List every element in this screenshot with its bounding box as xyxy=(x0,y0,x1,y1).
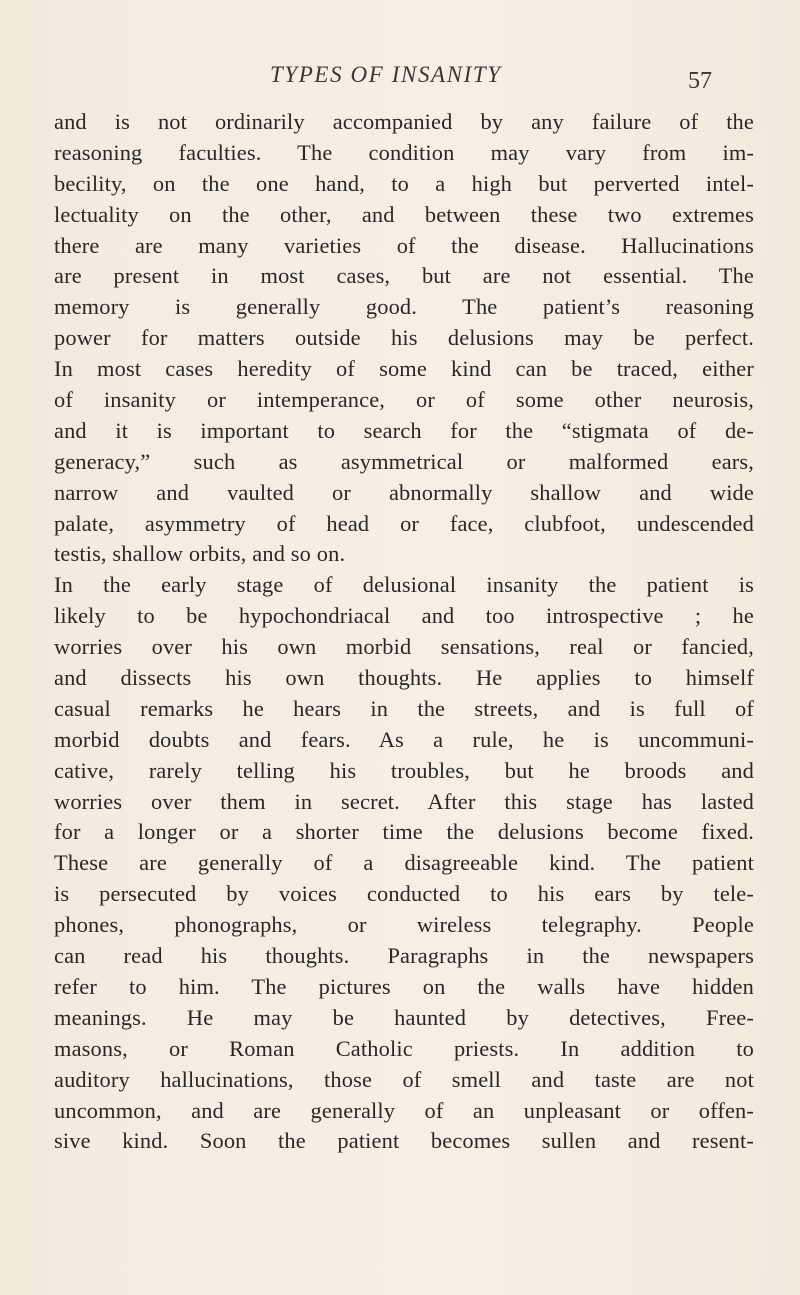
text-line: reasoning faculties. The condition may vary from im- xyxy=(54,139,754,165)
text-line: can read his thoughts. Paragraphs in the newspapers xyxy=(54,943,754,969)
text-line: and is not ordinarily accompanied by any failure of the xyxy=(54,109,754,134)
text-line: cative, rarely telling his troubles, but he broods and xyxy=(54,757,754,783)
text-line: palate, asymmetry of head or face, clubfoot, undescended xyxy=(54,510,754,536)
text-line: generacy,” such as asymmetrical or malformed ears, xyxy=(54,448,754,474)
text-line-paragraph-start: In the early stage of delusional insanity the patient is xyxy=(54,572,754,598)
text-line-paragraph-end: testis, shallow orbits, and so on. xyxy=(54,541,346,567)
text-line: and dissects his own thoughts. He applies to himself xyxy=(54,665,754,691)
text-line: for a longer or a shorter time the delusions become fixed. xyxy=(54,819,754,845)
text-line: is persecuted by voices conducted to his ears by tele- xyxy=(54,881,754,907)
body-text xyxy=(54,107,754,1157)
page-number: 57 xyxy=(688,68,712,94)
text-line: refer to him. The pictures on the walls have hidden xyxy=(54,973,754,999)
running-head xyxy=(0,62,800,96)
text-line: narrow and vaulted or abnormally shallow and wide xyxy=(54,479,754,505)
text-line: of insanity or intemperance, or of some other neurosis, xyxy=(54,387,754,413)
text-line: meanings. He may be haunted by detectives, Free- xyxy=(54,1004,754,1030)
text-line: casual remarks he hears in the streets, and is full of xyxy=(54,695,754,721)
running-title: TYPES OF INSANITY xyxy=(270,62,502,87)
text-line: auditory hallucinations, those of smell and taste are not xyxy=(54,1066,754,1092)
text-line: power for matters outside his delusions may be perfect. xyxy=(54,325,754,351)
text-line: lectuality on the other, and between these two extremes xyxy=(54,201,754,227)
text-line: are present in most cases, but are not essential. The xyxy=(54,263,754,289)
text-line: These are generally of a disagreeable kind. The patient xyxy=(54,850,754,876)
text-line: likely to be hypochondriacal and too introspective ; he xyxy=(54,603,754,629)
text-line: becility, on the one hand, to a high but perverted intel- xyxy=(54,170,754,196)
text-line: worries over his own morbid sensations, real or fancied, xyxy=(54,634,754,660)
text-line: phones, phonographs, or wireless telegraphy. People xyxy=(54,912,754,938)
text-line: In most cases heredity of some kind can be traced, either xyxy=(54,356,754,382)
text-line: masons, or Roman Catholic priests. In addition to xyxy=(54,1035,754,1061)
text-line: uncommon, and are generally of an unpleasant or offen- xyxy=(54,1097,754,1123)
text-line: morbid doubts and fears. As a rule, he is uncommuni- xyxy=(54,726,754,752)
text-line: and it is important to search for the “stigmata of de- xyxy=(54,417,754,443)
text-line: sive kind. Soon the patient becomes sullen and resent- xyxy=(54,1128,754,1154)
text-line: there are many varieties of the disease. Hallucinations xyxy=(54,232,754,258)
text-line: worries over them in secret. After this stage has lasted xyxy=(54,788,754,814)
text-line: memory is generally good. The patient’s reasoning xyxy=(54,294,754,320)
